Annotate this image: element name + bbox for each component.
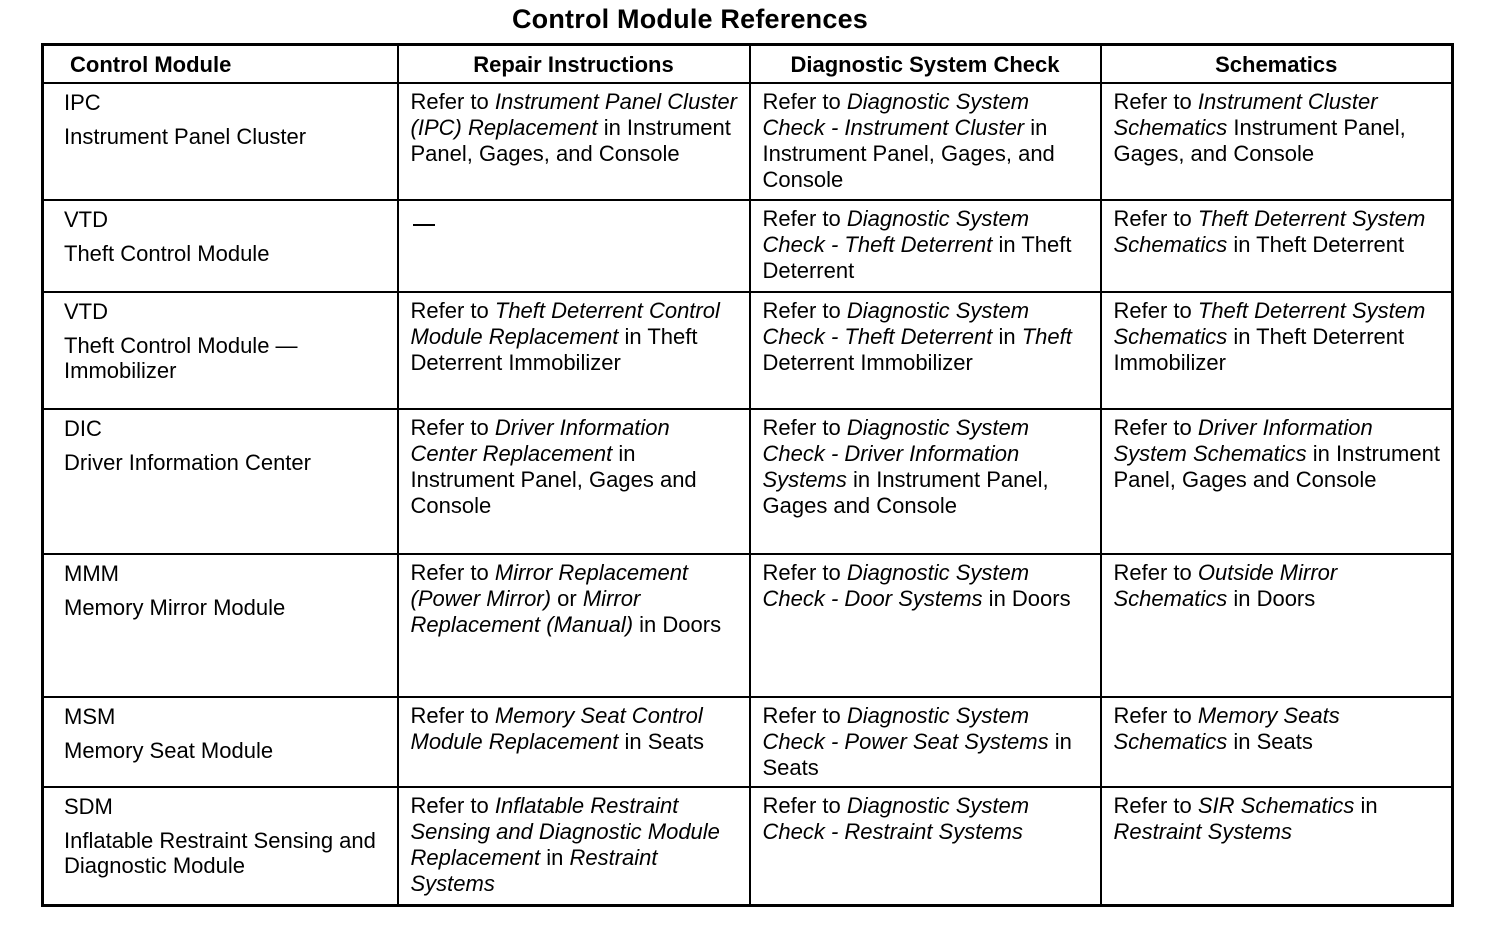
reference-title-2[interactable]: Mirror Replacement (Manual)	[410, 586, 641, 637]
reference-title[interactable]: Theft Deterrent System Schematics	[1113, 206, 1426, 257]
table-row	[43, 697, 1453, 787]
module-name: Driver Information Center	[64, 450, 311, 475]
module-name: Inflatable Restraint Sensing and Diagnostic Module	[64, 828, 376, 878]
reference-title[interactable]: Diagnostic System Check - Theft Deterrent	[762, 206, 1030, 257]
repair-cell	[398, 697, 750, 787]
reference-title[interactable]: Diagnostic System Check - Door Systems	[762, 560, 1030, 611]
schem-cell	[1101, 554, 1453, 697]
reference-title[interactable]: Diagnostic System Check - Theft Deterrent	[762, 298, 1030, 349]
schem-cell	[1101, 200, 1453, 292]
header-control-module: Control Module	[43, 45, 398, 84]
text-suffix: or	[551, 586, 583, 611]
text-prefix: Refer to	[1113, 89, 1198, 114]
schem-cell	[1101, 787, 1453, 905]
text-prefix: Refer to	[762, 560, 847, 585]
module-name: Memory Seat Module	[64, 738, 274, 763]
control-module-cell	[43, 787, 398, 905]
module-abbreviation: MMM	[64, 561, 119, 586]
control-module-cell	[43, 200, 398, 292]
header-repair-instructions: Repair Instructions	[398, 45, 750, 84]
text-prefix: Refer to	[410, 89, 495, 114]
text-suffix-2: Deterrent Immobilizer	[762, 350, 973, 375]
text-prefix: Refer to	[410, 793, 495, 818]
module-abbreviation: VTD	[64, 207, 108, 232]
module-abbreviation: DIC	[64, 416, 102, 441]
diag-cell	[750, 200, 1101, 292]
not-applicable-dash	[413, 224, 435, 226]
reference-title-2[interactable]: Restraint Systems	[410, 845, 658, 896]
reference-title-2[interactable]: Theft	[1021, 324, 1072, 349]
reference-title[interactable]: Diagnostic System Check - Driver Information Systems	[762, 415, 1030, 492]
text-prefix: Refer to	[762, 206, 847, 231]
reference-title[interactable]: Inflatable Restraint Sensing and Diagnostic Module Replacement	[410, 793, 720, 870]
schem-cell	[1101, 409, 1453, 554]
table-row	[43, 292, 1453, 409]
reference-title[interactable]: Driver Information System Schematics	[1113, 415, 1373, 466]
text-prefix: Refer to	[762, 415, 847, 440]
reference-title[interactable]: Diagnostic System Check - Power Seat Systems	[762, 703, 1049, 754]
repair-cell	[398, 200, 750, 292]
diag-cell	[750, 83, 1101, 200]
text-suffix: in	[992, 324, 1022, 349]
control-module-cell	[43, 554, 398, 697]
table-header-row	[43, 45, 1453, 84]
table-row	[43, 554, 1453, 697]
reference-title-2[interactable]: Restraint Systems	[1113, 819, 1292, 844]
diag-cell	[750, 697, 1101, 787]
reference-title[interactable]: Memory Seats Schematics	[1113, 703, 1340, 754]
repair-cell	[398, 83, 750, 200]
reference-title[interactable]: Diagnostic System Check - Instrument Cluster	[762, 89, 1030, 140]
diag-cell	[750, 292, 1101, 409]
text-suffix: in Doors	[1227, 586, 1316, 611]
reference-title[interactable]: Theft Deterrent Control Module Replacement	[410, 298, 720, 349]
table-row	[43, 409, 1453, 554]
text-suffix: Instrument Panel, Gages, and Console	[1113, 115, 1406, 166]
control-module-cell	[43, 292, 398, 409]
text-prefix: Refer to	[410, 415, 495, 440]
module-name: Theft Control Module	[64, 241, 270, 266]
text-suffix: in Theft Deterrent	[762, 232, 1072, 283]
diag-cell	[750, 554, 1101, 697]
reference-title[interactable]: Instrument Cluster Schematics	[1113, 89, 1378, 140]
schem-cell	[1101, 697, 1453, 787]
header-schematics: Schematics	[1101, 45, 1453, 84]
text-suffix: in Theft Deterrent	[1227, 232, 1405, 257]
text-suffix: in Instrument Panel, Gages, and Console	[410, 115, 731, 166]
text-suffix: in Theft Deterrent Immobilizer	[1113, 324, 1405, 375]
text-prefix: Refer to	[762, 703, 847, 728]
repair-cell	[398, 292, 750, 409]
text-prefix: Refer to	[410, 298, 495, 323]
reference-title[interactable]: Theft Deterrent System Schematics	[1113, 298, 1426, 349]
reference-title[interactable]: Driver Information Center Replacement	[410, 415, 670, 466]
diag-cell	[750, 409, 1101, 554]
module-abbreviation: MSM	[64, 704, 116, 729]
text-prefix: Refer to	[762, 298, 847, 323]
reference-title[interactable]: Mirror Replacement (Power Mirror)	[410, 560, 689, 611]
text-prefix: Refer to	[410, 703, 495, 728]
text-suffix: in Instrument Panel, Gages, and Console	[762, 115, 1055, 192]
reference-title[interactable]: Outside Mirror Schematics	[1113, 560, 1338, 611]
table-row	[43, 83, 1453, 200]
text-prefix: Refer to	[762, 89, 847, 114]
text-prefix: Refer to	[1113, 703, 1198, 728]
text-suffix: in Instrument Panel, Gages and Console	[1113, 441, 1440, 492]
module-abbreviation: IPC	[64, 90, 101, 115]
module-abbreviation: VTD	[64, 299, 108, 324]
control-module-cell	[43, 409, 398, 554]
text-prefix: Refer to	[1113, 793, 1198, 818]
text-suffix: in Seats	[618, 729, 705, 754]
control-module-table	[41, 43, 1454, 907]
control-module-cell	[43, 697, 398, 787]
reference-title[interactable]: Diagnostic System Check - Restraint Systems	[762, 793, 1030, 844]
repair-cell	[398, 554, 750, 697]
text-prefix: Refer to	[410, 560, 495, 585]
reference-title[interactable]: Instrument Panel Cluster (IPC) Replacement	[410, 89, 737, 140]
text-prefix: Refer to	[1113, 206, 1198, 231]
module-name: Theft Control Module — Immobilizer	[64, 333, 298, 383]
text-suffix: in Seats	[762, 729, 1072, 780]
text-prefix: Refer to	[1113, 560, 1198, 585]
schem-cell	[1101, 83, 1453, 200]
text-suffix: in Instrument Panel, Gages and Console	[410, 441, 697, 518]
text-suffix: in	[540, 845, 570, 870]
text-suffix-2: in Doors	[633, 612, 722, 637]
text-prefix: Refer to	[1113, 415, 1198, 440]
text-suffix: in Doors	[982, 586, 1071, 611]
module-name: Memory Mirror Module	[64, 595, 286, 620]
text-suffix: in Instrument Panel, Gages and Console	[762, 467, 1049, 518]
text-prefix: Refer to	[762, 793, 847, 818]
table-row	[43, 787, 1453, 905]
module-abbreviation: SDM	[64, 794, 113, 819]
module-name: Instrument Panel Cluster	[64, 124, 307, 149]
repair-cell	[398, 787, 750, 905]
diag-cell	[750, 787, 1101, 905]
header-diagnostic-system-check: Diagnostic System Check	[750, 45, 1101, 84]
page-title: Control Module References	[511, 4, 869, 34]
repair-cell	[398, 409, 750, 554]
table-row	[43, 200, 1453, 292]
text-prefix: Refer to	[1113, 298, 1198, 323]
reference-title[interactable]: Memory Seat Control Module Replacement	[410, 703, 703, 754]
text-suffix: in	[1354, 793, 1378, 818]
control-module-cell	[43, 83, 398, 200]
schem-cell	[1101, 292, 1453, 409]
text-suffix: in Theft Deterrent Immobilizer	[410, 324, 698, 375]
text-suffix: in Seats	[1227, 729, 1313, 754]
reference-title[interactable]: SIR Schematics	[1197, 793, 1355, 818]
